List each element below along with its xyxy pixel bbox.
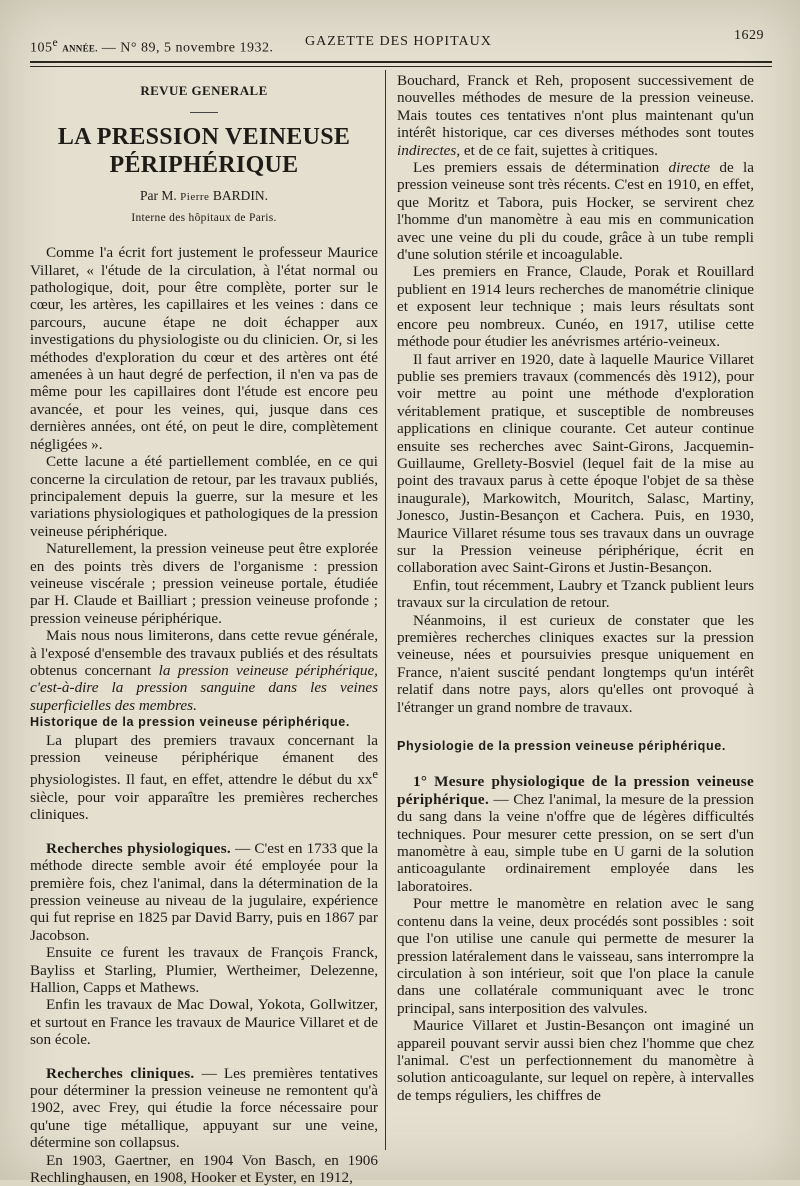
paragraph: Ensuite ce furent les travaux de François Franck, Bayliss et Starling, Plumier, Wertheimer, Delezenne, Hallion, Capps et Mathews.	[30, 944, 378, 996]
paragraph-text: siècle, pour voir apparaître les premières recherches cliniques.	[30, 788, 378, 824]
paragraph-text: — Chez l'animal, la mesure de la pression du sang dans la veine n'offre que de légères difficultés techniques. Pour mesurer cette pression, on se sert d'un manomètre à eau, simple tube en U garni de la solution anticoagulante ordinairement employée dans les laboratoires.	[397, 790, 754, 895]
paragraph-text: La plupart des premiers travaux concernant la pression veineuse périphérique émanent des physiologistes. Il faut, en effet, attendre le début du	[30, 731, 378, 789]
author-affiliation: Interne des hôpitaux de Paris.	[131, 211, 277, 224]
paragraph-text: Bouchard, Franck et Reh, proposent successivement de nouvelles méthodes de mesure de la pression veineuse. Mais toutes ces tentatives n'ont plus maintenant qu'un intérêt historique, car ces diverses méthodes sont toutes	[397, 72, 754, 142]
right-column	[397, 72, 754, 1104]
italic-text: indirectes	[397, 141, 457, 159]
section-heading-physiologie: Physiologie de la pression veineuse périphérique.	[397, 739, 726, 754]
paragraph: Pour mettre le manomètre en relation avec le sang contenu dans la veine, deux procédés sont possibles : soit que l'on utilise une canule qui permette de mesurer la pression latéralement dans le vaisseau, sans interrompre la circulation à son intérieur, soit que l'on place la canule dans une collatérale communiquant avec le tronc principal, sans interposition des valvules.	[397, 895, 754, 1017]
italic-text: la pression veineuse périphérique, c'est-à-dire la pression sanguine dans les veines superficielles des membres.	[30, 661, 378, 714]
paragraph: En 1903, Gaertner, en 1904 Von Basch, en 1906 Rechlinghausen, en 1908, Hooker et Eyster, en 1912,	[30, 1151, 378, 1186]
section-label: REVUE GENERALE	[140, 83, 268, 98]
issue-info	[30, 36, 273, 57]
page-header	[30, 28, 764, 54]
section-heading-historique: Historique de la pression veineuse périphérique.	[30, 715, 350, 730]
volume-sup: e	[52, 36, 59, 49]
annee-label: ANNÉE.	[62, 43, 98, 54]
paragraph	[30, 1065, 378, 1152]
paragraph	[397, 72, 754, 159]
subheading-mesure: 1° Mesure physiologique de la pression veineuse périphérique.	[397, 773, 754, 808]
subheading-cliniques: Recherches cliniques.	[46, 1064, 195, 1082]
paragraph-text: , et de ce fait, sujettes à critiques.	[456, 141, 658, 159]
paragraph: Naturellement, la pression veineuse peut être explorée en des points très divers de l'organisme : pression veineuse viscérale ; pression veineuse portale, étudiée par H. Claude et Bailliart ; pression veineuse profonde ; pression veineuse périphérique.	[30, 540, 378, 627]
author-first-name: Pierre	[180, 191, 210, 204]
paragraph	[397, 773, 754, 895]
issue-date: — N° 89, 5 novembre 1932.	[101, 40, 274, 56]
paragraph: Enfin les travaux de Mac Dowal, Yokota, Gollwitzer, et surtout en France les travaux de Maurice Villaret et de son école.	[30, 996, 378, 1049]
article-title: LA PRESSION VEINEUSE PÉRIPHÉRIQUE	[57, 124, 351, 179]
paragraph	[397, 159, 754, 263]
author-line	[30, 187, 378, 206]
spacer	[30, 824, 378, 840]
column-divider	[385, 70, 386, 1150]
title-separator	[190, 112, 218, 113]
journal-title: GAZETTE DES HOPITAUX	[305, 34, 492, 49]
paragraph: Il faut arriver en 1920, date à laquelle Maurice Villaret publie ses premiers travaux (commencés dès 1912), pour voir mettre au point une méthode d'exploration véritablement pratique, et susceptible de nombreuses applications en clinique courante. Cet auteur continue ensuite ses recherches avec Saint-Girons, Jacquemin-Guillaume, Grellety-Bosviel (lequel fait de la mise au point des travaux parus à cette époque l'objet de sa thèse inaugurale), Markowitch, Mouritch, Salasc, Martiny, Jonesco, Justin-Besançon et Cachera. Puis, en 1930, Maurice Villaret résume tous ses travaux dans un ouvrage sur la Pression veineuse périphérique, écrit en collaboration avec Saint-Girons et Justin-Besançon.	[397, 350, 754, 577]
paragraph: Néanmoins, il est curieux de constater que les premières recherches cliniques exactes sur la pression veineuse, nées et poursuivies presque uniquement en France, n'aient suscité pendant longtemps qu'un intérêt relatif dans notre pays, alors qu'elles ont provoqué à l'étranger un grand nombre de travaux.	[397, 611, 754, 716]
header-rule-thin	[30, 66, 772, 67]
paragraph: Maurice Villaret et Justin-Besançon ont imaginé un appareil pouvant servir aussi bien chez l'homme que chez l'animal. C'est un perfectionnement du manomètre à solution anticoagulante, sur lequel on repère, à intervalles de temps réguliers, les chiffres de	[397, 1017, 754, 1104]
header-rule-thick	[30, 61, 772, 63]
paragraph: Comme l'a écrit fort justement le professeur Maurice Villaret, « l'étude de la circulation, à l'état normal ou pathologique, doit, pour être complète, porter sur le cœur, les artères, les capillaires et les veines : dans ce parcours, aucune étape ne doit échapper aux investigations du physiologiste ou du clinicien. Or, si les méthodes d'exploration du cœur et des artères ont été amenées à un haut degré de perfection, il n'en va pas de même pour les capillaires dont l'étude est encore peu avancée, et pour les veines, qui, jusque dans ces dernières années, ont été, on peut le dire, complètement négligées ».	[30, 244, 378, 453]
paragraph: Les premiers en France, Claude, Porak et Rouillard publient en 1914 leurs recherches de manométrie clinique et exposent leur technique ; mais leurs résultats sont encore peu nombreux. Cunéo, en 1917, utilise cette méthode pour étudier les anévrismes artério-veineux.	[397, 263, 754, 351]
paragraph	[30, 732, 378, 824]
volume-number: 105	[30, 40, 53, 56]
subheading-physiologiques: Recherches physiologiques.	[46, 839, 231, 857]
paragraph-text: — C'est en 1733 que la méthode directe semble avoir été employée pour la première fois, chez l'animal, dans la détermination de la pression veineuse au niveau de la jugulaire, expérience qui fut reprise en 1825 par David Barry, puis en 1867 par Jacobson.	[30, 839, 378, 944]
author-prefix: Par M.	[140, 188, 177, 204]
paragraph-text: — Les premières tentatives pour déterminer la pression veineuse ne remontent qu'à 1902, avec Frey, qui étudie la force nécessaire pour qu'une tige métallique, appuyant sur une veine, détermine son collapsus.	[30, 1064, 378, 1152]
italic-text: directe	[668, 159, 711, 177]
paragraph	[30, 627, 378, 714]
paragraph-text: Mais nous nous limiterons, dans cette revue générale, à l'exposé d'ensemble des travaux publiés et des résultats obtenus concernant	[30, 627, 378, 679]
author-last-name: BARDIN.	[212, 188, 268, 204]
century-sup: e	[372, 767, 378, 782]
paragraph-text: Les premiers essais de détermination	[413, 159, 669, 177]
paragraph	[30, 840, 378, 944]
left-column	[30, 72, 378, 1186]
century-numeral: xx	[357, 771, 373, 789]
paragraph: Enfin, tout récemment, Laubry et Tzanck publient leurs travaux sur la circulation de retour.	[397, 576, 754, 612]
paragraph-text: de la pression veineuse sont très récents. C'est en 1910, en effet, que Moritz et Tabora, puis Hocker, se servirent chez l'homme d'un manomètre à eau mis en communication avec une veine du pli du coude, grâce à un tube rempli d'une solution stérile et incoagulable.	[397, 159, 754, 264]
spacer	[30, 1049, 378, 1065]
paragraph: Cette lacune a été partiellement comblée, en ce qui concerne la circulation de retour, par les travaux publiés, principalement depuis la guerre, sur la mesure et les variations physiologiques et pathologiques de la pression veineuse périphérique.	[30, 453, 378, 540]
page-number: 1629	[734, 28, 764, 43]
